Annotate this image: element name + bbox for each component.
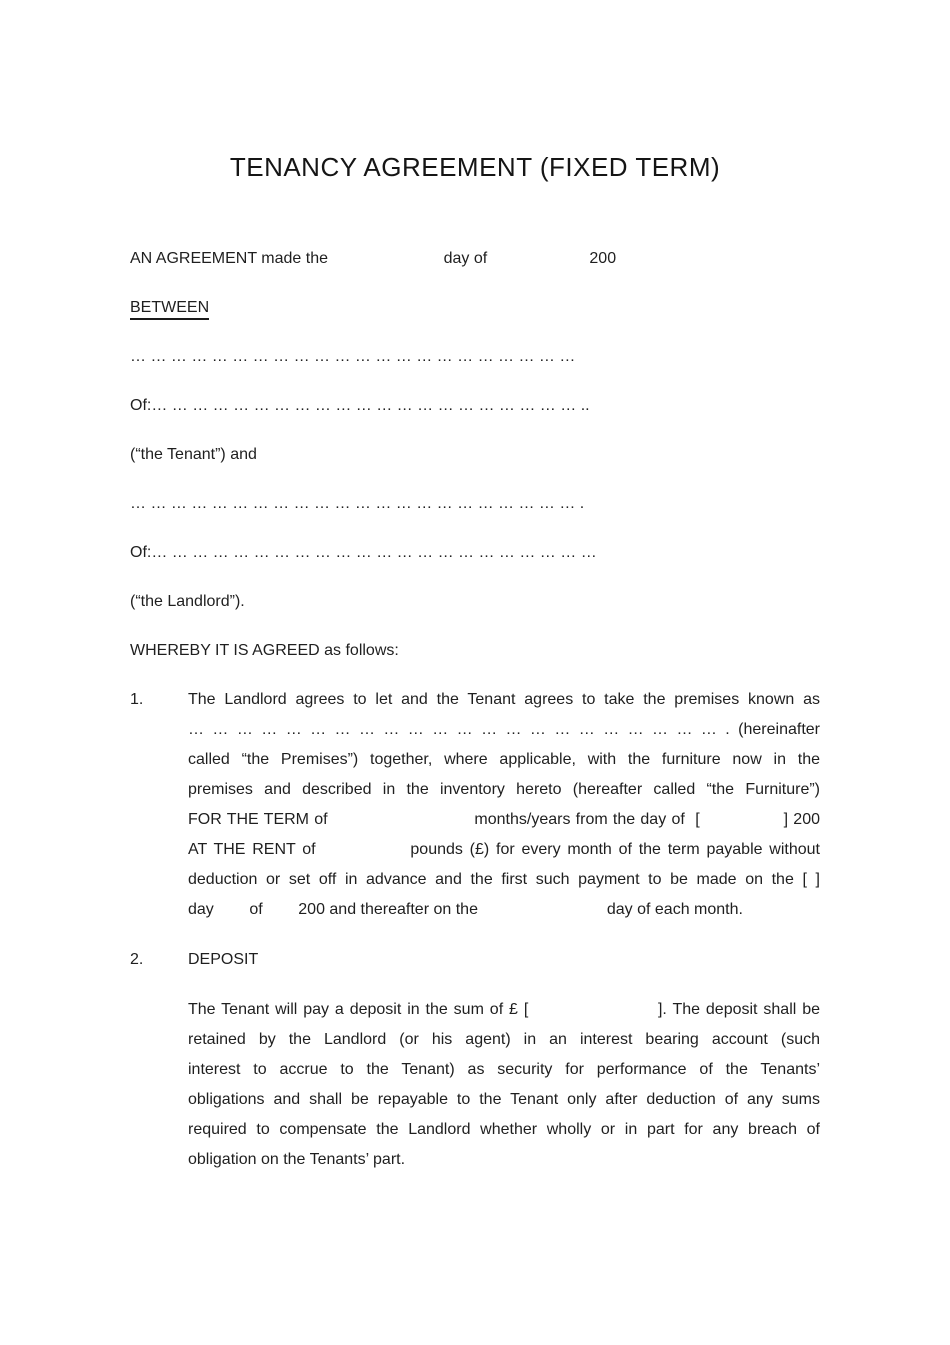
- clause-1-line-4: premises and described in the inventory hereto (hereafter called “the Furniture”): [188, 781, 820, 798]
- document-title: TENANCY AGREEMENT (FIXED TERM): [229, 152, 721, 182]
- clause-1-line-7: deduction or set off in advance and the first such payment to be made on the [ ]: [188, 871, 820, 888]
- clause-1-line-8: day of 200 and thereafter on the day of each month.: [188, 901, 743, 918]
- clause-2-line-5: required to compensate the Landlord whether wholly or in part for any breach of: [188, 1121, 820, 1138]
- clause-1-line-3: called “the Premises”) together, where applicable, with the furniture now in the: [188, 751, 820, 768]
- clause-2-line-1-deposit-blank: The Tenant will pay a deposit in the sum of £ [ ]. The deposit shall be: [188, 1001, 820, 1018]
- clause-1-number: 1.: [130, 691, 144, 708]
- landlord-designation: (“the Landlord”).: [130, 593, 245, 610]
- clause-1-line-6-rent-blank: AT THE RENT of pounds (£) for every month of the term payable without: [188, 841, 820, 858]
- clause-2-line-6: obligation on the Tenants’ part.: [188, 1151, 406, 1168]
- clause-1: [130, 685, 820, 925]
- tenant-name-blank: … … … … … … … … … … … … … … … … … … … … … …: [130, 348, 576, 365]
- clause-2-heading: DEPOSIT: [188, 951, 259, 968]
- clause-2-line-4: obligations and shall be repayable to the Tenant only after deduction of any sums: [188, 1091, 820, 1108]
- clause-2-body: [188, 945, 820, 1175]
- tenant-designation: (“the Tenant”) and: [130, 446, 257, 463]
- landlord-name-blank: … … … … … … … … … … … … … … … … … … … … … … .: [130, 495, 585, 512]
- between-label: BETWEEN: [130, 299, 209, 320]
- between-heading: [130, 293, 820, 323]
- clause-1-line-5-term-blank: FOR THE TERM of months/years from the day of [ ] 200: [188, 811, 820, 828]
- tenant-address-blank: Of:… … … … … … … … … … … … … … … … … … … … … ..: [130, 397, 590, 414]
- clause-2-line-2: retained by the Landlord (or his agent) in an interest bearing account (such: [188, 1031, 820, 1048]
- clause-1-line-1: The Landlord agrees to let and the Tenant agrees to take the premises known as: [188, 691, 820, 708]
- landlord-address-blank: Of:… … … … … … … … … … … … … … … … … … … … … …: [130, 544, 597, 561]
- whereby-line: WHEREBY IT IS AGREED as follows:: [130, 642, 399, 659]
- clause-2-line-3: interest to accrue to the Tenant) as security for performance of the Tenants’: [188, 1061, 820, 1078]
- clause-1-line-2-premises-blank: … … … … … … … … … … … … … … … … … … … … … … . (hereinafter: [188, 721, 820, 738]
- clause-2: [130, 945, 820, 1175]
- clause-2-heading-spacer: [188, 975, 820, 995]
- clause-1-body: [188, 685, 820, 925]
- agreement-date-line: AN AGREEMENT made the day of 200: [130, 250, 617, 267]
- clause-2-number: 2.: [130, 951, 144, 968]
